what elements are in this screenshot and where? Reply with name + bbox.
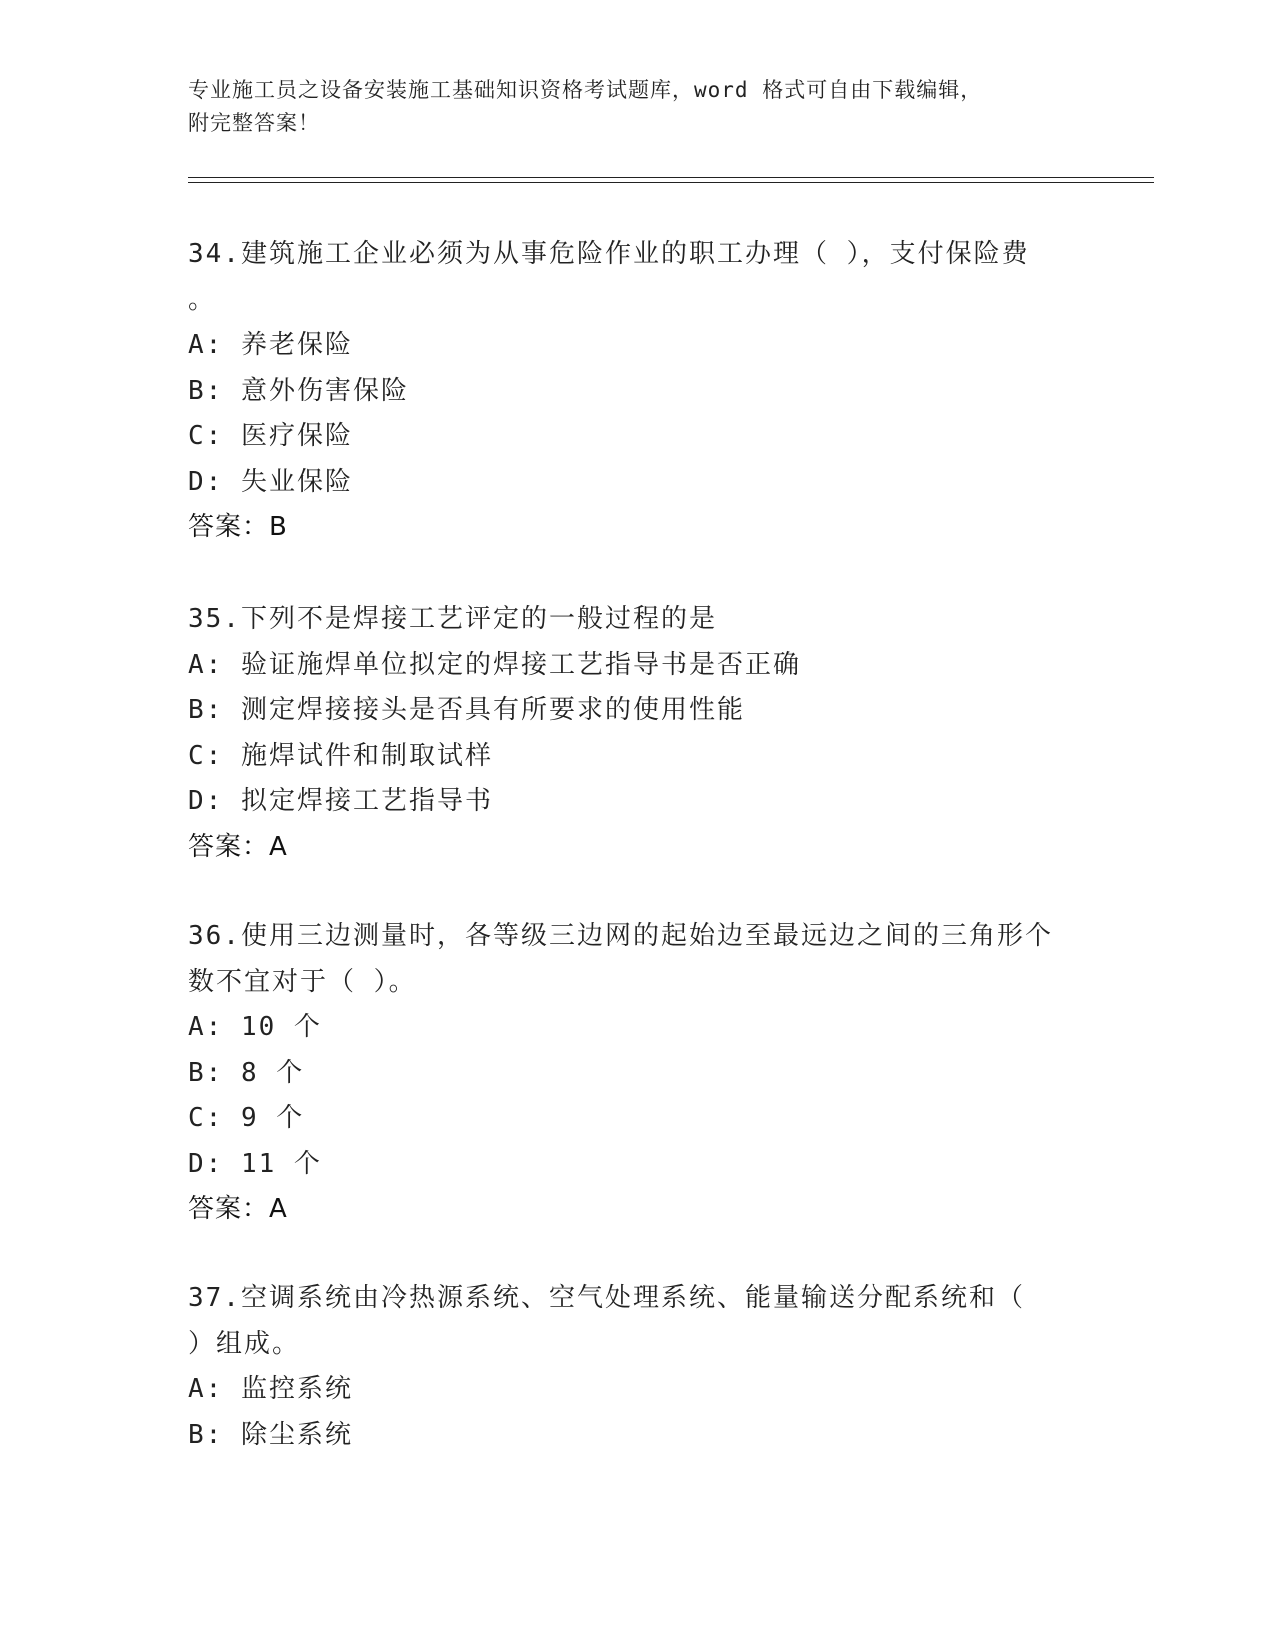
option-text: 11 个 <box>240 1148 322 1179</box>
question-text: 使用三边测量时，各等级三边网的起始边至最远边之间的三角形个 <box>240 921 1053 951</box>
option-b <box>188 1413 1088 1459</box>
option-c <box>188 414 1088 460</box>
question-number: 35. <box>188 604 241 634</box>
option-c <box>188 734 1088 780</box>
question-text: 空调系统由冷热源系统、空气处理系统、能量输送分配系统和（ <box>240 1283 1025 1313</box>
question-number: 37. <box>188 1283 241 1313</box>
question-number: 34. <box>188 239 241 269</box>
option-letter: C: <box>188 1103 224 1133</box>
option-b <box>188 1051 1088 1097</box>
option-d <box>188 1142 1088 1188</box>
question-36 <box>188 914 1088 1233</box>
question-stem <box>188 1276 1088 1322</box>
answer-line <box>188 1187 1088 1233</box>
option-a <box>188 1367 1088 1413</box>
option-letter: B: <box>188 375 224 406</box>
header-divider-top <box>188 177 1154 178</box>
answer-label: 答案： <box>188 512 270 542</box>
answer-line <box>188 825 1088 871</box>
option-text: 8 个 <box>240 1057 305 1088</box>
answer-label: 答案： <box>188 831 270 862</box>
option-text: 监控系统 <box>240 1374 353 1404</box>
header-line-1: 专业施工员之设备安装施工基础知识资格考试题库，word 格式可自由下载编辑， <box>188 78 983 102</box>
option-letter: D: <box>188 466 224 497</box>
option-text: 医疗保险 <box>240 421 353 451</box>
answer-value: B <box>269 512 288 542</box>
option-letter: D: <box>188 1148 224 1179</box>
option-text: 测定焊接接头是否具有所要求的使用性能 <box>240 695 745 725</box>
answer-value: A <box>269 1194 288 1224</box>
header-divider-bottom <box>188 182 1154 183</box>
option-a <box>188 1005 1088 1051</box>
question-34 <box>188 232 1088 551</box>
option-text: 失业保险 <box>240 466 353 497</box>
answer-label: 答案： <box>188 1194 270 1224</box>
option-letter: A: <box>188 1374 224 1404</box>
question-stem <box>188 232 1088 278</box>
answer-value: A <box>269 831 288 862</box>
option-b <box>188 688 1088 734</box>
option-text: 拟定焊接工艺指导书 <box>240 786 493 816</box>
option-letter: A: <box>188 1012 224 1042</box>
option-text: 意外伤害保险 <box>240 375 409 406</box>
option-letter: A: <box>188 330 224 360</box>
header-line-2: 附完整答案！ <box>188 111 320 135</box>
option-letter: A: <box>188 649 224 680</box>
option-text: 10 个 <box>240 1012 322 1042</box>
question-stem-continued: 数不宜对于（ ）。 <box>188 966 417 997</box>
option-letter: B: <box>188 1419 224 1450</box>
question-35 <box>188 597 1088 870</box>
question-37 <box>188 1276 1088 1458</box>
question-stem-continued: ）组成。 <box>188 1328 301 1359</box>
question-stem-continued: 。 <box>188 284 217 315</box>
option-text: 施焊试件和制取试样 <box>240 740 493 771</box>
question-stem <box>188 597 1088 643</box>
option-a <box>188 323 1088 369</box>
option-text: 除尘系统 <box>240 1419 353 1450</box>
option-d <box>188 460 1088 506</box>
question-stem <box>188 914 1088 960</box>
option-text: 养老保险 <box>240 330 353 360</box>
question-text: 下列不是焊接工艺评定的一般过程的是 <box>240 604 717 634</box>
document-header <box>188 74 1088 140</box>
question-number: 36. <box>188 921 241 951</box>
option-c <box>188 1096 1088 1142</box>
option-a <box>188 643 1088 689</box>
option-text: 验证施焊单位拟定的焊接工艺指导书是否正确 <box>240 649 801 680</box>
answer-line <box>188 505 1088 551</box>
option-letter: B: <box>188 1057 224 1088</box>
option-text: 9 个 <box>240 1103 305 1133</box>
question-text: 建筑施工企业必须为从事危险作业的职工办理（ ），支付保险费 <box>240 239 1030 269</box>
option-letter: B: <box>188 695 224 725</box>
option-letter: C: <box>188 740 224 771</box>
option-d <box>188 779 1088 825</box>
option-letter: D: <box>188 786 224 816</box>
option-b <box>188 369 1088 415</box>
option-letter: C: <box>188 421 224 451</box>
